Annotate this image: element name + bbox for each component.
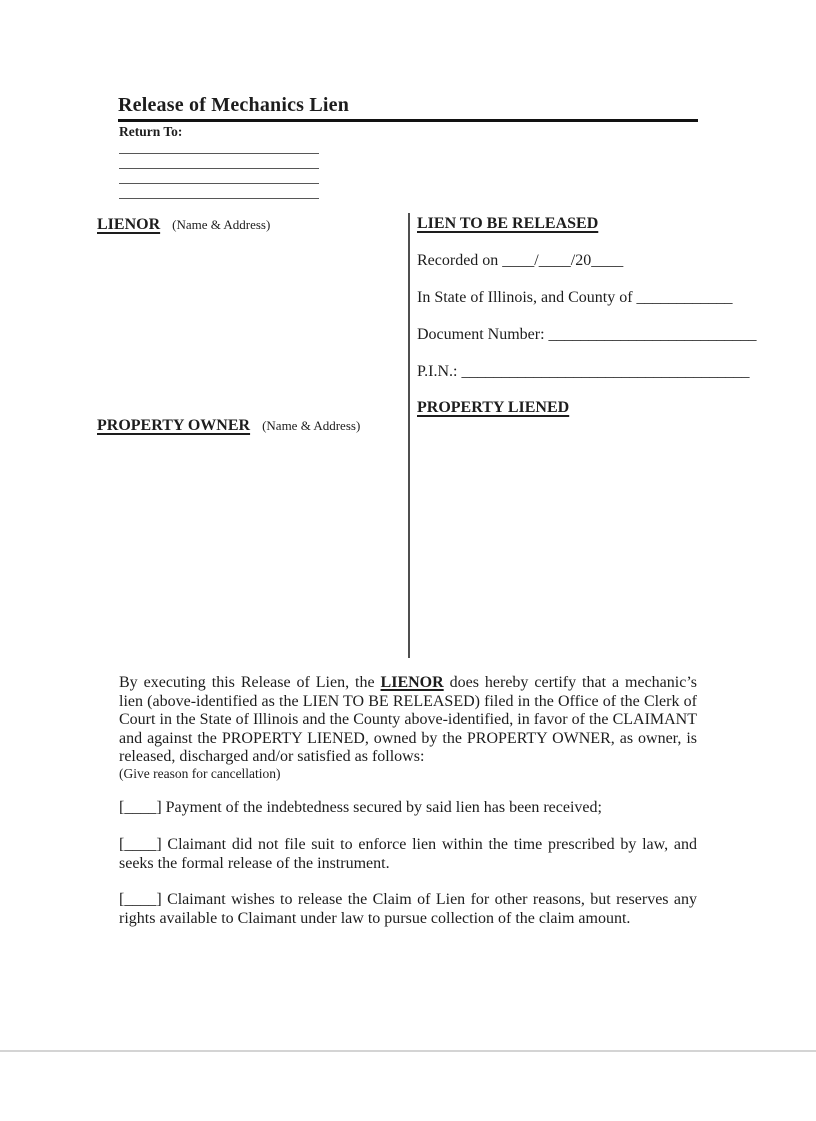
- property-owner-heading: PROPERTY OWNER: [97, 417, 251, 434]
- checkbox-blank[interactable]: [____]: [119, 891, 162, 908]
- checkbox-blank[interactable]: [____]: [119, 799, 162, 816]
- certify-text-before: By executing this Release of Lien, the: [119, 674, 381, 691]
- release-option-no-suit: [119, 836, 697, 873]
- lienor-name-address-note: (Name & Address): [172, 217, 271, 232]
- lien-to-be-released-heading: LIEN TO BE RELEASED: [417, 215, 599, 232]
- column-divider-line: [408, 213, 410, 658]
- state-county-field[interactable]: In State of Illinois, and County of ____________: [417, 289, 733, 306]
- document-number-field[interactable]: Document Number: __________________________: [417, 326, 757, 343]
- return-to-blank-line[interactable]: [119, 139, 319, 154]
- property-owner-name-address-note: (Name & Address): [262, 418, 361, 433]
- certification-paragraph: [119, 674, 697, 767]
- option-text: Claimant did not file suit to enforce lien within the time prescribed by law, and seeks the formal release of the instrument.: [119, 836, 698, 872]
- release-option-other-reasons: [119, 891, 697, 928]
- option-text: Claimant wishes to release the Claim of Lien for other reasons, but reserves any rights available to Claimant under law to pursue collection of the claim amount.: [119, 891, 698, 927]
- property-owner-section: [97, 417, 360, 435]
- return-to-blank-line[interactable]: [119, 154, 319, 169]
- lienor-section: [97, 216, 270, 234]
- return-to-blank-line[interactable]: [119, 169, 319, 184]
- return-to-label: Return To:: [119, 124, 183, 139]
- option-text: Payment of the indebtedness secured by said lien has been received;: [165, 799, 602, 816]
- certify-lienor-term: LIENOR: [380, 674, 444, 691]
- return-to-address-lines: [119, 139, 319, 199]
- document-title: Release of Mechanics Lien: [118, 94, 350, 116]
- reason-for-cancellation-note: (Give reason for cancellation): [119, 766, 281, 781]
- recorded-on-field[interactable]: Recorded on ____/____/20____: [417, 252, 624, 269]
- pin-field[interactable]: P.I.N.: ____________________________________: [417, 363, 750, 380]
- property-liened-heading: PROPERTY LIENED: [417, 399, 570, 416]
- title-block: [118, 94, 698, 122]
- certify-text-after: does hereby certify that a mechanic’s lien (above-identified as the LIEN TO BE RELEASED) filed in the Office of the Clerk of Court in the State of Illinois and the County above-identified, in favor of the CLAIMANT and against the PROPERTY LIENED, owned by the PROPERTY OWNER, as owner, is released, discharged and/or satisfied as follows:: [119, 674, 698, 766]
- return-to-blank-line[interactable]: [119, 184, 319, 199]
- checkbox-blank[interactable]: [____]: [119, 836, 162, 853]
- page-break-divider: [0, 1050, 816, 1052]
- release-option-payment: [119, 799, 697, 818]
- lienor-heading: LIENOR: [97, 216, 161, 233]
